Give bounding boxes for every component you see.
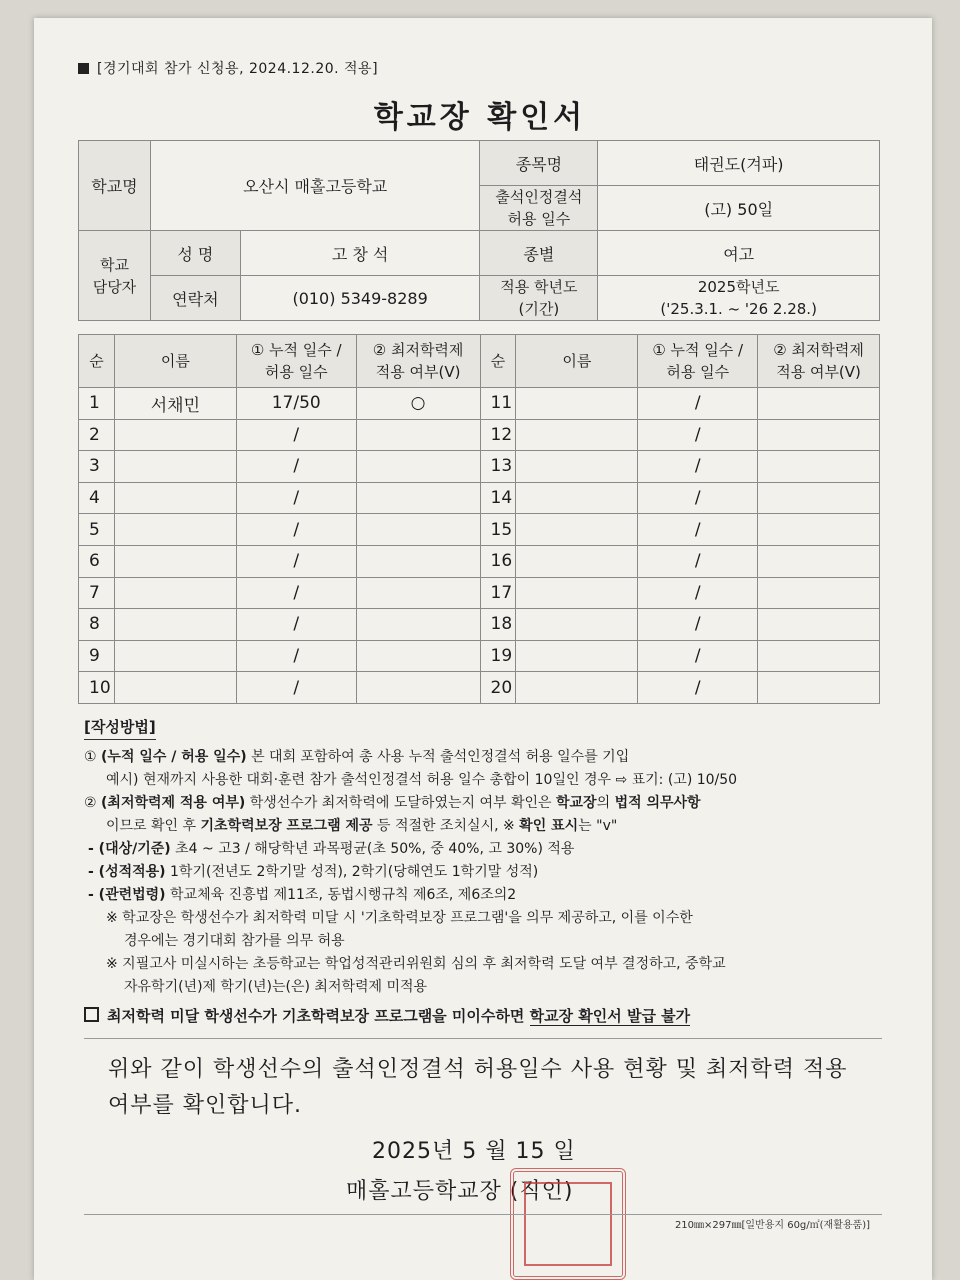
cell-check [356,577,480,609]
cell-no: 18 [480,609,516,641]
document-title: 학교장 확인서 [373,100,587,135]
name-value: 고 창 석 [240,231,480,276]
cell-days: / [236,640,356,672]
instruction-note-2: ※ 지필고사 미실시하는 초등학교는 학업성적관리위원회 심의 후 최저학력 도달 여부 결정하고, 중학교 [106,956,726,972]
cell-no: 3 [79,451,115,483]
table-header-row [79,335,880,388]
cell-no: 1 [79,388,115,420]
cell-no: 5 [79,514,115,546]
cell-check [758,545,880,577]
category-label: 종별 [480,231,598,276]
sport-value: 태권도(겨파) [598,141,880,186]
cell-name [114,545,236,577]
cell-days: / [638,388,758,420]
cell-days: / [236,451,356,483]
cell-check [758,514,880,546]
cell-name [114,640,236,672]
allowed-days-value: (고) 50일 [598,186,880,231]
cell-name [516,609,638,641]
table-row [79,388,880,420]
school-name-label: 학교명 [79,141,151,231]
year-label: 적용 학년도 (기간) [480,276,598,321]
cell-no: 20 [480,672,516,704]
cell-name: 서채민 [114,388,236,420]
table-row [79,640,880,672]
header-name: 이름 [516,335,638,388]
cell-days: / [638,672,758,704]
cell-check [356,451,480,483]
cell-check [356,482,480,514]
cell-name [114,419,236,451]
square-bullet-icon [78,63,89,74]
cell-no: 16 [480,545,516,577]
instructions-title: [작성방법] [84,716,156,740]
header-name: 이름 [114,335,236,388]
instruction-example: 예시) 현재까지 사용한 대회·훈련 참가 출석인정결석 허용 일수 총합이 10일인 경우 ⇨ 표기: (고) 10/50 [106,772,738,788]
cell-days: / [638,577,758,609]
cell-check [758,451,880,483]
name-label: 성 명 [150,231,240,276]
cell-no: 13 [480,451,516,483]
cell-check [356,640,480,672]
header-order: 순 [79,335,115,388]
header-days: ① 누적 일수 / 허용 일수 [638,335,758,388]
school-info-table [78,140,880,321]
table-row [79,451,880,483]
sport-label: 종목명 [480,141,598,186]
header-min: ② 최저학력제 적용 여부(V) [758,335,880,388]
cell-no: 17 [480,577,516,609]
divider [84,1214,882,1215]
cell-check [758,419,880,451]
cell-name [114,482,236,514]
cell-days: / [638,514,758,546]
cell-no: 12 [480,419,516,451]
cell-name [516,577,638,609]
cell-check [356,545,480,577]
instruction-note-2-cont: 자유학기(년)제 학기(년)는(은) 최저학력제 미적용 [124,979,428,995]
issue-date: 2025년 5 월 15 일 [372,1139,576,1164]
cell-days: / [236,609,356,641]
student-table [78,334,880,704]
cell-no: 11 [480,388,516,420]
table-row [79,672,880,704]
header-min: ② 최저학력제 적용 여부(V) [356,335,480,388]
form-note: [경기대회 참가 신청용, 2024.12.20. 적용] [78,58,378,78]
cell-check: ○ [356,388,480,420]
header-days: ① 누적 일수 / 허용 일수 [236,335,356,388]
cell-name [114,672,236,704]
category-value: 여고 [598,231,880,276]
cell-days: / [638,419,758,451]
cell-check [356,419,480,451]
cell-check [758,577,880,609]
cell-no: 19 [480,640,516,672]
cell-check [758,388,880,420]
cell-name [516,451,638,483]
principal-signature: 매홀고등학교장 (직인) [346,1179,574,1204]
phone-value: (010) 5349-8289 [240,276,480,321]
cell-days: / [638,451,758,483]
cell-days: / [236,482,356,514]
table-row [79,514,880,546]
header-order: 순 [480,335,516,388]
cell-name [114,577,236,609]
cell-no: 10 [79,672,115,704]
cell-no: 14 [480,482,516,514]
cell-no: 6 [79,545,115,577]
cell-no: 9 [79,640,115,672]
contact-label: 학교 담당자 [79,231,151,321]
instruction-item-2: ② (최저학력제 적용 여부) 학생선수가 최저학력에 도달하였는지 여부 확인은 학교장의 법적 의무사항 [84,795,701,811]
cell-days: / [236,419,356,451]
cell-days: 17/50 [236,388,356,420]
cell-check [356,514,480,546]
cell-name [516,388,638,420]
cell-name [516,672,638,704]
cell-no: 2 [79,419,115,451]
official-seal-stamp [510,1168,626,1280]
checkbox-square-icon [84,1007,99,1022]
table-row [79,482,880,514]
cell-no: 8 [79,609,115,641]
cell-days: / [638,482,758,514]
instruction-bullet-grades: - (성적적용) 1학기(전년도 2학기말 성적), 2학기(당해연도 1학기말 성적) [88,864,539,880]
instruction-bullet-target: - (대상/기준) 초4 ~ 고3 / 해당학년 과목평균(초 50%, 중 40%, 고 30%) 적용 [88,841,575,857]
cell-no: 15 [480,514,516,546]
instruction-item-1: ① (누적 일수 / 허용 일수) 본 대회 포함하여 총 사용 누적 출석인정결석 허용 일수를 기입 [84,749,630,765]
table-row [79,609,880,641]
cell-check [356,672,480,704]
instructions [84,716,884,1028]
year-value: 2025학년도 ('25.3.1. ~ '26 2.28.) [598,276,880,321]
cell-days: / [236,672,356,704]
instruction-note-1-cont: 경우에는 경기대회 참가를 의무 허용 [124,933,345,949]
paper-spec: 210㎜×297㎜[일반용지 60g/㎡(재활용품)] [674,1220,870,1231]
instruction-final-note: 최저학력 미달 학생선수가 기초학력보장 프로그램을 미이수하면 학교장 확인서 발급 불가 [84,1005,884,1028]
divider [84,1038,882,1039]
cell-name [114,514,236,546]
cell-days: / [638,545,758,577]
cell-days: / [638,640,758,672]
cell-check [758,672,880,704]
cell-name [114,609,236,641]
instruction-note-1: ※ 학교장은 학생선수가 최저학력 미달 시 '기초학력보장 프로그램'을 의무 제공하고, 이를 이수한 [106,910,693,926]
cell-name [516,640,638,672]
cell-check [356,609,480,641]
confirmation-text: 위와 같이 학생선수의 출석인정결석 허용일수 사용 현황 및 최저학력 적용 여부를 확인합니다. [108,1057,848,1118]
instruction-item-2-cont: 이므로 확인 후 기초학력보장 프로그램 제공 등 적절한 조치실시, ※ 확인 표시는 "v" [106,818,618,834]
cell-no: 4 [79,482,115,514]
cell-days: / [638,609,758,641]
cell-days: / [236,545,356,577]
table-row [79,577,880,609]
cell-check [758,609,880,641]
cell-check [758,482,880,514]
phone-label: 연락처 [150,276,240,321]
cell-no: 7 [79,577,115,609]
allowed-days-label: 출석인정결석 허용 일수 [480,186,598,231]
cell-days: / [236,514,356,546]
cell-name [516,419,638,451]
school-name-value: 오산시 매홀고등학교 [150,141,480,231]
cell-days: / [236,577,356,609]
table-row [79,419,880,451]
table-row [79,545,880,577]
cell-name [114,451,236,483]
cell-name [516,545,638,577]
cell-name [516,482,638,514]
cell-check [758,640,880,672]
instruction-bullet-law: - (관련법령) 학교체육 진흥법 제11조, 동법시행규칙 제6조, 제6조의2 [88,887,517,903]
cell-name [516,514,638,546]
